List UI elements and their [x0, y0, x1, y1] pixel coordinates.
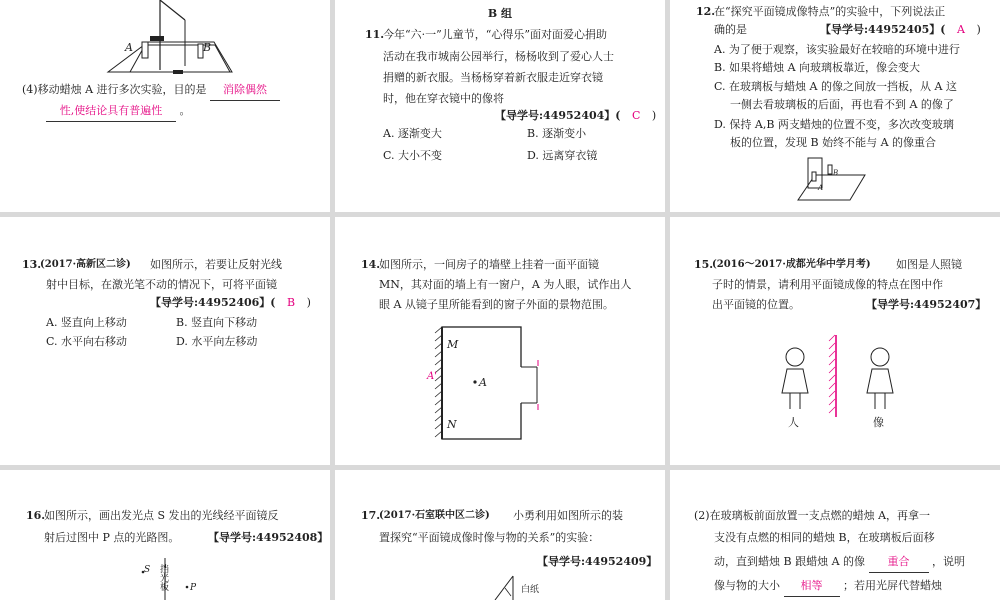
option-c-cont: 一侧去看玻璃板的后面，再也看不到 A 的像了	[730, 98, 954, 111]
option-a: A. 为了便于观察，该实验最好在较暗的环境中进行	[714, 43, 960, 56]
q17-2-line1: (2)在玻璃板前面放置一支点燃的蜡烛 A，再拿一	[694, 509, 931, 522]
q17-2-line2: 支没有点燃的相同的蜡烛 B，在玻璃板后面移	[714, 531, 935, 544]
option-c: C. 在玻璃板与蜡烛 A 的像之间放一挡板，从 A 这	[714, 80, 957, 93]
guide-number: 【导学号:44952408】	[208, 531, 329, 544]
panel-q12	[670, 0, 1000, 212]
answer: C	[632, 109, 641, 122]
q13-line2: 射中目标，在激光笔不动的情况下，可将平面镜	[46, 278, 277, 291]
q15-line2: 子时的情景，请利用平面镜成像的特点在图中作	[712, 278, 943, 291]
glass-plate-setup-diagram	[335, 470, 665, 600]
question-number: 14.	[361, 258, 381, 271]
q4-answer-1: 消除偶然	[210, 80, 280, 101]
q12-line2: 确的是	[714, 23, 747, 36]
panel-q14	[335, 217, 665, 465]
q17-line2: 置探究“平面镜成像时像与物的关系”的实验：	[379, 531, 600, 544]
guide-number: 【导学号:44952406】( B )	[150, 296, 311, 309]
label-board: 挡光板	[158, 564, 168, 591]
option-c: C. 大小不变	[383, 149, 443, 162]
q16-line2: 射后过图中 P 点的光路图。	[44, 531, 180, 544]
q17-2-line3: 动，直到蜡烛 B 跟蜡烛 A 的像 重合 ，说明	[714, 552, 965, 573]
option-a: A. 竖直向上移动	[46, 316, 127, 329]
panel-q13	[0, 217, 330, 465]
question-number: 12.	[696, 5, 716, 18]
answer-2: 相等	[784, 576, 840, 597]
source: (2017·石室联中区二诊)	[379, 510, 490, 521]
option-d: D. 保持 A,B 两支蜡烛的位置不变，多次改变玻璃	[714, 118, 954, 131]
q11-line1: 今年“六·一”儿童节，“心得乐”面对面爱心捐助	[383, 28, 607, 41]
label-p: P	[190, 583, 197, 593]
option-b: B. 逐渐变小	[527, 127, 587, 140]
q12-line1: 在“探究平面镜成像特点”的实验中，下列说法正	[714, 5, 946, 18]
q4-answer-2: 性,使结论具有普遍性	[46, 101, 176, 122]
question-number: 16.	[26, 509, 46, 522]
answer-1: 重合	[869, 552, 929, 573]
q15-line1: 如图是人照镜	[896, 258, 962, 271]
guide-number: 【导学号:44952404】( C )	[495, 109, 657, 122]
q14-line3: 眼 A 从镜子里所能看到的窗子外面的景物范围。	[379, 298, 614, 311]
label-eye-a: A	[479, 376, 487, 389]
q14-line1: 如图所示，一间房子的墙壁上挂着一面平面镜	[379, 258, 599, 271]
question-number: 13.	[22, 258, 42, 271]
question-number: 15.	[694, 258, 714, 271]
q13-line1: 如图所示，若要让反射光线	[150, 258, 282, 271]
q11-line4: 时，他在穿衣镜中的像将	[383, 92, 504, 105]
q4-text-line2: 性,使结论具有普遍性 。	[46, 101, 191, 122]
guide-number: 【导学号:44952405】( A )	[820, 23, 981, 36]
panel-q17	[335, 470, 665, 600]
source: (2017·高新区二诊)	[40, 259, 131, 270]
group-heading: B 组	[487, 7, 513, 20]
label-paper: 白纸	[521, 585, 540, 595]
answer: A	[957, 23, 965, 36]
option-c: C. 水平向右移动	[46, 335, 128, 348]
q15-line3: 出平面镜的位置。	[712, 298, 800, 311]
panel-q4-tail	[0, 0, 330, 212]
label-a: A	[818, 184, 824, 192]
candle-b-label: B	[203, 41, 212, 54]
label-a-prime: A'	[427, 371, 437, 382]
panel-q15	[670, 217, 1000, 465]
question-number: 11.	[365, 28, 385, 41]
option-b: B. 如果将蜡烛 A 向玻璃板靠近，像会变大	[714, 61, 921, 74]
q16-line1: 如图所示，画出发光点 S 发出的光线经平面镜反	[44, 509, 279, 522]
label-b: B	[833, 169, 839, 177]
label-m: M	[447, 338, 459, 351]
q11-line2: 活动在我市城南公园举行，杨杨收到了爱心人士	[383, 50, 614, 63]
panel-q11	[335, 0, 665, 212]
option-a: A. 逐渐变大	[383, 127, 442, 140]
guide-number: 【导学号:44952407】	[866, 298, 987, 311]
panel-q16	[0, 470, 330, 600]
q4-text: (4)移动蜡烛 A 进行多次实验，目的是 消除偶然	[22, 80, 322, 101]
answer: B	[287, 296, 296, 309]
q17-line1: 小勇利用如图所示的装	[513, 509, 623, 522]
room-mirror-diagram	[335, 217, 665, 465]
option-d-cont: 板的位置，发现 B 始终不能与 A 的像重合	[730, 136, 937, 149]
option-d: D. 水平向左移动	[176, 335, 258, 348]
option-d: D. 远离穿衣镜	[527, 149, 598, 162]
label-image: 像	[873, 416, 884, 429]
person-mirror-diagram	[670, 217, 1000, 465]
option-b: B. 竖直向下移动	[176, 316, 258, 329]
q14-line2: MN，其对面的墙上有一窗户，A 为人眼，试作出人	[379, 278, 632, 291]
label-person: 人	[788, 416, 799, 429]
label-n: N	[447, 418, 457, 431]
guide-number: 【导学号:44952409】	[537, 555, 658, 568]
q11-line3: 捐赠的新衣服。当杨杨穿着新衣服走近穿衣镜	[383, 71, 603, 84]
source: (2016～2017·成都光华中学月考)	[712, 259, 871, 270]
candle-a-label: A	[125, 41, 133, 54]
label-s: S	[144, 565, 151, 575]
question-number: 17.	[361, 509, 381, 522]
panel-q17-part2	[670, 470, 1000, 600]
q17-2-line4: 像与物的大小 相等 ；若用光屏代替蜡烛	[714, 576, 942, 597]
